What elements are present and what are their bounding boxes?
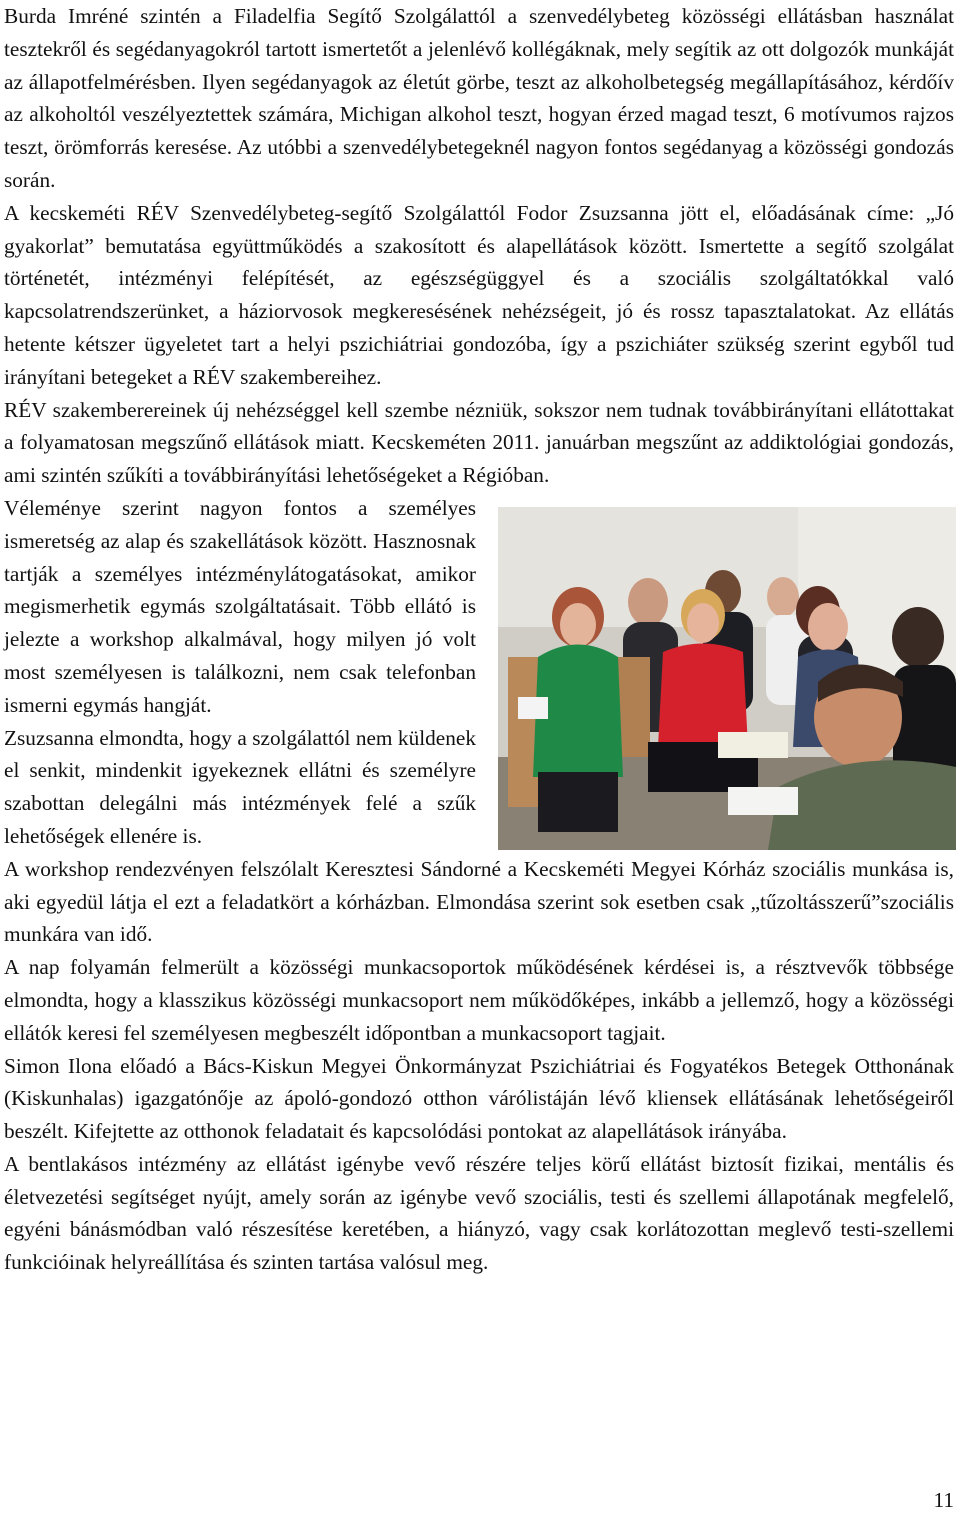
paragraph-residential-institution: A bentlakásos intézmény az ellátást igénybe vevő részére teljes körű ellátást biztosít fizikai, mentális és életvezetési segítséget nyújt, amely során az igénybe vevő szociális, testi és szellemi állapotának megfelelő, egyéni bánásmódban való részesítése keretében, a hiányzó, vagy csak korlátozottan meglevő testi-szellemi funkcióinak helyreállítása és szinten tartása valósul meg.: [4, 1151, 954, 1275]
paragraph-rev-difficulties: RÉV szakemberereinek új nehézséggel kell szembe nézniük, sokszor nem tudnak továbbirányítani ellátottakat a folyamatosan megszűnő ellátások miatt. Kecskeméten 2011. januárban megszűnt az addiktológiai gondozás, ami szintén szűkíti a továbbirányítási lehetőségeket a Régióban.: [4, 397, 954, 488]
text-with-photo: [4, 492, 954, 853]
paragraph-working-groups: A nap folyamán felmerült a közösségi munkacsoportok működésének kérdései is, a résztvevők többsége elmondta, hogy a klasszikus közösségi munkacsoport nem működőképes, inkább a jellemző, hogy a közösségi ellátók keresi fel személyesen megbeszélt időpontban a munkacsoport tagjait.: [4, 955, 954, 1045]
document-page: [4, 0, 954, 1279]
workshop-photo: [498, 507, 956, 850]
page-number: 11: [933, 1488, 954, 1512]
paragraph-keresztesi-statement: A workshop rendezvényen felszólalt Keresztesi Sándorné a Kecskeméti Megyei Kórház szociális munkása is, aki egyedül látja el ezt a feladatkört a kórházban. Elmondása szerint sok esetben csak „tűzoltásszerű”szociális munkára van idő.: [4, 856, 954, 947]
paragraph-personal-acquaintance: Véleménye szerint nagyon fontos a személyes ismeretség az alap és szakellátások között. Hasznosnak tartják a személyes intézménylátogatásokat, amikor megismerhetik egymás szolgáltatásait. Több ellátó is jelezte a workshop alkalmával, hogy milyen jó volt most személyesen is találkozni, nem csak telefonban ismerni egymás hangját.: [4, 495, 476, 717]
paragraph-simon-presentation: Simon Ilona előadó a Bács-Kiskun Megyei Önkormányzat Pszichiátriai és Fogyatékos Betegek Otthonának (Kiskunhalas) igazgatónője az ápoló-gondozó otthon várólistáján lévő kliensek ellátásának lehetőségeiről beszélt. Kifejtette az otthonok feladatait és kapcsolódási pontokat az alapellátások irányába.: [4, 1053, 954, 1144]
paragraph-zsuzsanna-statement: Zsuzsanna elmondta, hogy a szolgálattól nem küldenek el senkit, mindenkit igyekeznek ellátni és személyre szabottan delegálni más intézmények felé a szűk lehetőségek ellenére is.: [4, 725, 476, 848]
paragraph-rev-presentation: A kecskeméti RÉV Szenvedélybeteg-segítő Szolgálattól Fodor Zsuzsanna jött el, előadásának címe: „Jó gyakorlat” bemutatása együttműködés a szakosított és alapellátások között. Ismertette a segítő szolgálat történetét, intézményi felépítését, az egészségüggyel és a szociális szolgáltatókkal való kapcsolatrendszerünket, a háziorvosok megkeresésének nehézségeit, jó és rossz tapasztalatokat. Az ellátás hetente kétszer ügyeletet tart a helyi pszichiátriai gondozóba, így a pszichiáter szükség szerint egyből tud irányítani betegeket a RÉV szakembereihez.: [4, 200, 954, 389]
paragraph-burda-presentation: Burda Imréné szintén a Filadelfia Segítő Szolgálattól a szenvedélybeteg közösségi ellátásban használat tesztekről és segédanyagokról tartott ismertetőt a jelenlévő kollégáknak, mely segítik az ott dolgozók munkáját az állapotfelmérésben. Ilyen segédanyagok az életút görbe, teszt az alkoholbetegség megállapításához, kérdőív az alkoholtól veszélyeztettek számára, Michigan alkohol teszt, hogyan érzed magad teszt, 6 motívumos rajzos teszt, örömforrás keresése. Az utóbbi a szenvedélybetegeknél nagyon fontos segédanyag a közösségi gondozás során.: [4, 4, 954, 192]
